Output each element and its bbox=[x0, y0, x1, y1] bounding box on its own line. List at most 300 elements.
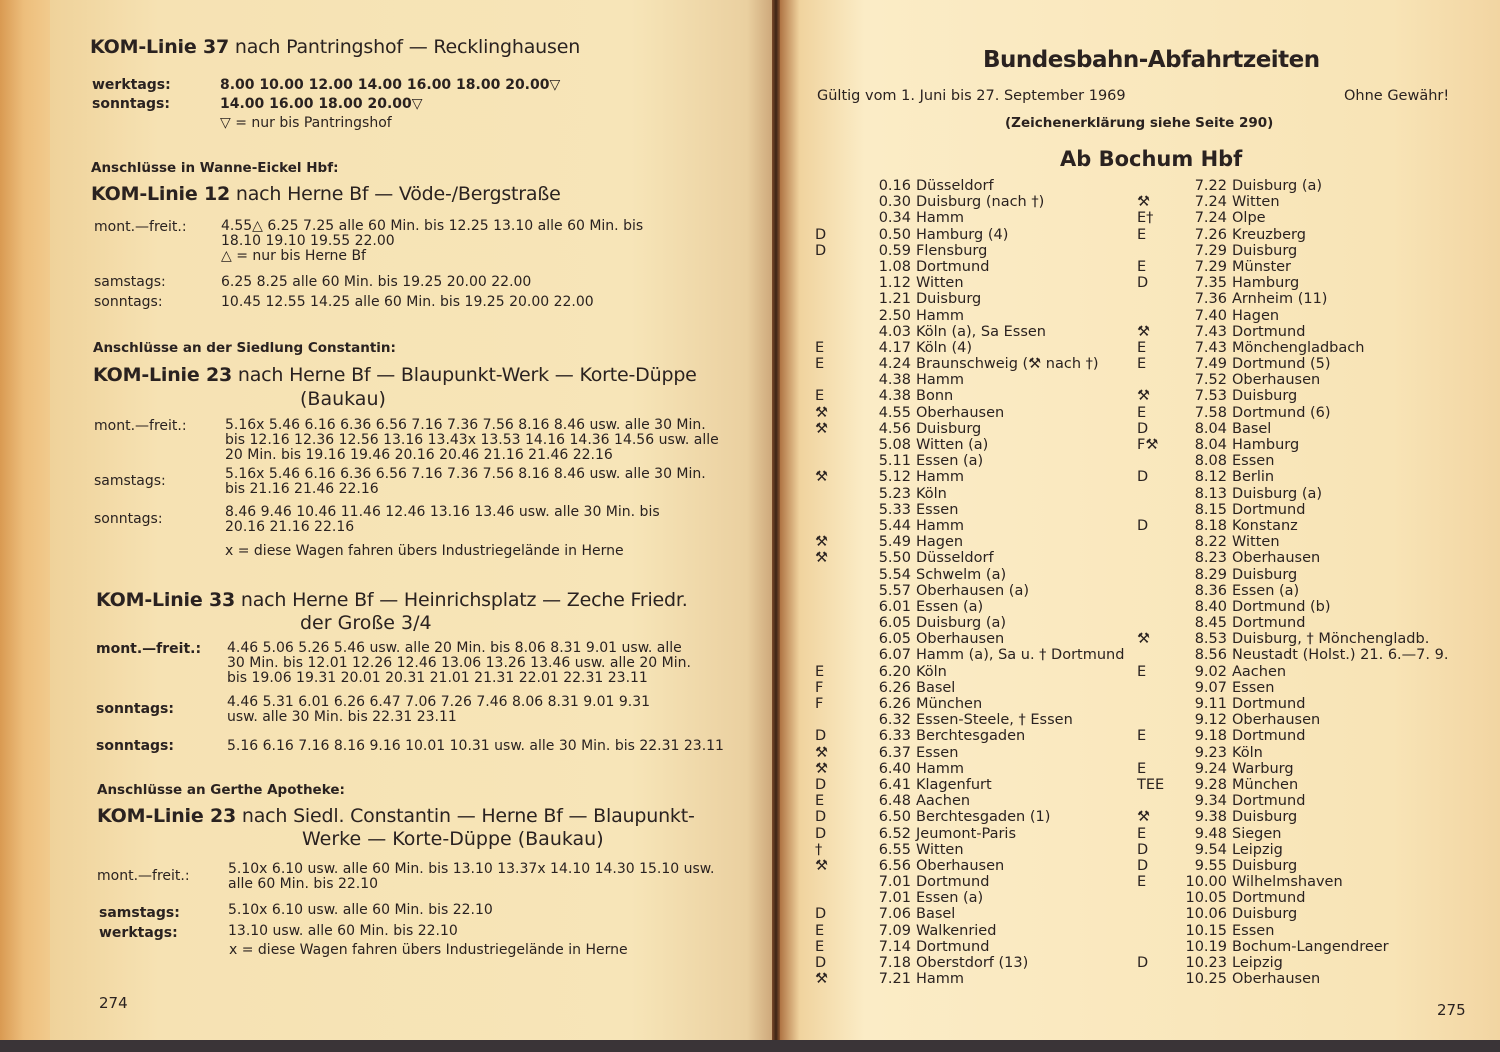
departure-row bbox=[1137, 647, 1477, 663]
departure-row bbox=[815, 534, 1135, 550]
train-type-mark: ⚒ bbox=[815, 550, 828, 567]
train-type-mark: ⚒ bbox=[815, 404, 828, 421]
line-destination-continued: Werke — Korte-Düppe (Baukau) bbox=[302, 828, 604, 850]
departure-row bbox=[1137, 858, 1477, 874]
departure-destination: Aachen bbox=[916, 793, 971, 810]
departure-destination: Hamm (a), Sa u. † Dortmund bbox=[916, 647, 1125, 664]
departure-time: 10.23 bbox=[1185, 955, 1227, 971]
departure-destination: Witten bbox=[1232, 194, 1280, 211]
departure-time: 8.04 bbox=[1194, 420, 1227, 437]
departure-destination: Dortmund bbox=[1232, 728, 1306, 745]
line-label: KOM-Linie 23 bbox=[93, 364, 233, 386]
departure-row bbox=[1137, 178, 1477, 194]
departure-time: 9.38 bbox=[1194, 809, 1227, 826]
day-label: samstags: bbox=[94, 473, 166, 489]
departure-row bbox=[1137, 615, 1477, 631]
departure-time: 4.56 bbox=[878, 420, 911, 437]
legend-reference: (Zeichenerklärung siehe Seite 290) bbox=[1005, 115, 1274, 131]
departure-row bbox=[1137, 534, 1477, 550]
departure-row bbox=[1137, 259, 1477, 275]
departure-destination: Hamm bbox=[916, 372, 965, 389]
departure-destination: Oberhausen bbox=[916, 857, 1005, 874]
departure-destination: Duisburg (nach †) bbox=[916, 194, 1045, 211]
departure-destination: Essen-Steele, † Essen bbox=[916, 712, 1073, 729]
departure-row bbox=[815, 631, 1135, 647]
departure-time: 8.13 bbox=[1194, 485, 1227, 502]
departure-destination: Duisburg bbox=[1232, 566, 1298, 583]
departure-time: 6.41 bbox=[878, 776, 911, 793]
departure-row bbox=[1137, 453, 1477, 469]
departure-row bbox=[815, 243, 1135, 259]
times: 6.25 8.25 alle 60 Min. bis 19.25 20.00 22.00 bbox=[221, 274, 532, 290]
departure-row bbox=[1137, 664, 1477, 680]
times: 8.00 10.00 12.00 14.00 16.00 18.00 20.00▽ bbox=[220, 77, 561, 93]
train-type-mark: D bbox=[815, 825, 827, 842]
departure-destination: Hagen bbox=[916, 534, 964, 551]
departure-time: 8.40 bbox=[1194, 598, 1227, 615]
times: bis 21.16 21.46 22.16 bbox=[225, 481, 379, 497]
departure-time: 8.45 bbox=[1194, 615, 1227, 632]
train-type-mark: D bbox=[1137, 469, 1149, 486]
departure-row bbox=[1137, 583, 1477, 599]
departure-time: 10.06 bbox=[1185, 906, 1227, 923]
departure-destination: Duisburg, † Mönchengladb. bbox=[1232, 631, 1430, 648]
times: bis 19.06 19.31 20.01 20.31 21.01 21.31 22.01 22.31 23.11 bbox=[227, 670, 648, 686]
times: 5.10x 6.10 usw. alle 60 Min. bis 13.10 13.37x 14.10 14.30 15.10 usw. bbox=[228, 861, 715, 877]
departure-row bbox=[1137, 793, 1477, 809]
departure-row bbox=[815, 696, 1135, 712]
departure-destination: Bonn bbox=[916, 388, 954, 405]
departure-destination: Dortmund bbox=[1232, 890, 1306, 907]
departure-destination: Mönchengladbach bbox=[1232, 339, 1365, 356]
train-type-mark: E bbox=[1137, 404, 1147, 421]
departure-destination: Konstanz bbox=[1232, 517, 1298, 534]
departure-row bbox=[1137, 469, 1477, 485]
train-type-mark: D bbox=[1137, 955, 1149, 971]
times: bis 12.16 12.36 12.56 13.16 13.43x 13.53 14.16 14.36 14.56 usw. alle bbox=[225, 432, 719, 448]
times: 5.10x 6.10 usw. alle 60 Min. bis 22.10 bbox=[228, 902, 493, 918]
section-heading: Anschlüsse in Wanne-Eickel Hbf: bbox=[91, 160, 339, 176]
train-type-mark: ⚒ bbox=[815, 760, 828, 777]
departure-destination: Oberstdorf (13) bbox=[916, 955, 1029, 971]
departure-time: 6.05 bbox=[878, 615, 911, 632]
departure-time: 7.09 bbox=[878, 922, 911, 939]
train-type-mark: ⚒ bbox=[1137, 194, 1150, 211]
departure-destination: Dortmund bbox=[1232, 501, 1306, 518]
train-type-mark: ⚒ bbox=[815, 857, 828, 874]
departure-row bbox=[1137, 372, 1477, 388]
departure-destination: Hamburg bbox=[1232, 437, 1300, 453]
departure-time: 4.38 bbox=[878, 388, 911, 405]
departure-row bbox=[1137, 890, 1477, 906]
departure-row bbox=[1137, 275, 1477, 291]
departure-time: 6.52 bbox=[878, 825, 911, 842]
section-heading: Anschlüsse an Gerthe Apotheke: bbox=[97, 782, 345, 798]
departure-row bbox=[1137, 324, 1477, 340]
departure-row bbox=[815, 971, 1135, 987]
departure-time: 9.48 bbox=[1194, 825, 1227, 842]
departure-time: 4.55 bbox=[878, 404, 911, 421]
departure-time: 8.29 bbox=[1194, 566, 1227, 583]
line-destination: nach Herne Bf — Blaupunkt-Werk — Korte-Düppe bbox=[237, 364, 697, 386]
departure-time: 0.30 bbox=[878, 194, 911, 211]
train-type-mark: E bbox=[1137, 226, 1147, 243]
departure-destination: Witten bbox=[1232, 534, 1280, 551]
departure-destination: Oberhausen bbox=[916, 631, 1005, 648]
departure-row bbox=[815, 308, 1135, 324]
departure-destination: Duisburg bbox=[1232, 388, 1298, 405]
departure-destination: Witten (a) bbox=[916, 437, 989, 453]
departure-time: 5.49 bbox=[878, 534, 911, 551]
departure-row bbox=[815, 227, 1135, 243]
departure-time: 6.56 bbox=[878, 857, 911, 874]
departure-time: 9.34 bbox=[1194, 793, 1227, 810]
departure-time: 10.15 bbox=[1185, 922, 1227, 939]
departure-row bbox=[1137, 696, 1477, 712]
departure-destination: Aachen bbox=[1232, 663, 1287, 680]
departure-destination: Köln bbox=[916, 485, 947, 502]
departure-destination: Witten bbox=[916, 841, 964, 858]
day-label: mont.—freit.: bbox=[94, 418, 187, 434]
departure-time: 9.18 bbox=[1194, 728, 1227, 745]
departure-time: 9.24 bbox=[1194, 760, 1227, 777]
departure-destination: Oberhausen bbox=[1232, 372, 1321, 389]
departure-time: 9.28 bbox=[1194, 776, 1227, 793]
times: 20.16 21.16 22.16 bbox=[225, 519, 355, 535]
departure-destination: Neustadt (Holst.) 21. 6.—7. 9. bbox=[1232, 647, 1449, 664]
train-type-mark: D bbox=[1137, 857, 1149, 874]
train-type-mark: D bbox=[815, 728, 827, 745]
train-type-mark: ⚒ bbox=[1137, 631, 1150, 648]
times: 10.45 12.55 14.25 alle 60 Min. bis 19.25 20.00 22.00 bbox=[221, 294, 594, 310]
departure-time: 6.01 bbox=[878, 598, 911, 615]
departure-row bbox=[815, 680, 1135, 696]
departure-time: 6.20 bbox=[878, 663, 911, 680]
departure-destination: Duisburg bbox=[1232, 857, 1298, 874]
departure-time: 7.06 bbox=[878, 906, 911, 923]
train-type-mark: E bbox=[815, 388, 825, 405]
departure-row bbox=[1137, 777, 1477, 793]
departure-row bbox=[815, 550, 1135, 566]
departure-destination: Dortmund bbox=[916, 874, 990, 891]
departure-destination: Essen bbox=[1232, 922, 1275, 939]
train-type-mark: E bbox=[1137, 356, 1147, 373]
train-type-mark: D bbox=[1137, 420, 1149, 437]
departure-row bbox=[1137, 550, 1477, 566]
departure-destination: Leipzig bbox=[1232, 955, 1283, 971]
departure-time: 4.24 bbox=[878, 356, 911, 373]
train-type-mark: E bbox=[815, 663, 825, 680]
departure-time: 7.24 bbox=[1194, 194, 1227, 211]
departure-row bbox=[815, 356, 1135, 372]
train-type-mark: E bbox=[1137, 760, 1147, 777]
departure-row bbox=[815, 372, 1135, 388]
departure-list-left bbox=[815, 178, 1135, 987]
line-destination: nach Herne Bf — Vöde-/Bergstraße bbox=[235, 183, 561, 205]
day-label: werktags: bbox=[99, 925, 178, 941]
departure-time: 5.08 bbox=[878, 437, 911, 453]
departure-destination: Schwelm (a) bbox=[916, 566, 1007, 583]
departure-destination: Dortmund (b) bbox=[1232, 598, 1331, 615]
departure-destination: Berlin bbox=[1232, 469, 1275, 486]
departure-time: 6.32 bbox=[878, 712, 911, 729]
departure-destination: Essen bbox=[916, 501, 959, 518]
departure-row bbox=[1137, 405, 1477, 421]
departure-row bbox=[815, 259, 1135, 275]
departure-destination: Dortmund bbox=[1232, 696, 1306, 712]
times: 4.55△ 6.25 7.25 alle 60 Min. bis 12.25 13.10 alle 60 Min. bis bbox=[221, 218, 644, 234]
departure-time: 7.29 bbox=[1194, 242, 1227, 259]
line-destination: nach Siedl. Constantin — Herne Bf — Blaupunkt- bbox=[241, 805, 695, 827]
departure-time: 6.48 bbox=[878, 793, 911, 810]
train-type-mark: D bbox=[1137, 517, 1149, 534]
page-number: 274 bbox=[99, 994, 128, 1012]
departure-row bbox=[1137, 502, 1477, 518]
departure-time: 9.11 bbox=[1194, 696, 1227, 712]
departure-row bbox=[815, 210, 1135, 226]
departure-time: 7.43 bbox=[1194, 339, 1227, 356]
departure-row bbox=[815, 453, 1135, 469]
departure-time: 0.16 bbox=[878, 178, 911, 194]
departure-time: 8.12 bbox=[1194, 469, 1227, 486]
departure-time: 1.12 bbox=[878, 275, 911, 292]
departure-destination: Jeumont-Paris bbox=[916, 825, 1017, 842]
departure-row bbox=[815, 388, 1135, 404]
book-gutter bbox=[772, 0, 780, 1046]
section-heading: Anschlüsse an der Siedlung Constantin: bbox=[93, 340, 396, 356]
day-label: werktags: bbox=[92, 77, 171, 93]
departure-time: 7.22 bbox=[1194, 178, 1227, 194]
departure-destination: Walkenried bbox=[916, 922, 997, 939]
line-destination-continued: (Baukau) bbox=[300, 388, 386, 410]
departure-time: 4.38 bbox=[878, 372, 911, 389]
day-label: samstags: bbox=[99, 905, 180, 921]
departure-destination: Köln (4) bbox=[916, 339, 973, 356]
departure-time: 7.36 bbox=[1194, 291, 1227, 308]
departure-row bbox=[1137, 599, 1477, 615]
departure-destination: Hamburg (4) bbox=[916, 226, 1009, 243]
departure-row bbox=[815, 194, 1135, 210]
times: 5.16x 5.46 6.16 6.36 6.56 7.16 7.36 7.56 8.16 8.46 usw. alle 30 Min. bbox=[225, 417, 706, 433]
departure-row bbox=[815, 745, 1135, 761]
departure-row bbox=[1137, 340, 1477, 356]
bus-line-title bbox=[97, 805, 695, 827]
departure-time: 7.52 bbox=[1194, 372, 1227, 389]
times: alle 60 Min. bis 22.10 bbox=[228, 876, 379, 892]
day-label: samstags: bbox=[94, 274, 166, 290]
departure-time: 5.12 bbox=[878, 469, 911, 486]
train-type-mark: E bbox=[815, 356, 825, 373]
departure-row bbox=[815, 793, 1135, 809]
train-type-mark: F bbox=[815, 679, 824, 696]
departure-row bbox=[815, 421, 1135, 437]
departure-row bbox=[815, 486, 1135, 502]
times: 18.10 19.10 19.55 22.00 bbox=[221, 233, 395, 249]
departure-time: 8.15 bbox=[1194, 501, 1227, 518]
departure-row bbox=[815, 599, 1135, 615]
departure-row bbox=[1137, 567, 1477, 583]
departure-destination: Köln bbox=[916, 663, 947, 680]
departure-destination: Duisburg bbox=[1232, 906, 1298, 923]
departure-time: 0.50 bbox=[878, 226, 911, 243]
departure-destination: Dortmund bbox=[1232, 793, 1306, 810]
departure-row bbox=[815, 664, 1135, 680]
departure-row bbox=[1137, 388, 1477, 404]
train-type-mark: D bbox=[1137, 275, 1149, 292]
train-type-mark: D bbox=[815, 226, 827, 243]
page-title: Bundesbahn-Abfahrtzeiten bbox=[983, 47, 1320, 73]
train-type-mark: ⚒ bbox=[815, 971, 828, 988]
departure-time: 5.54 bbox=[878, 566, 911, 583]
departure-destination: Duisburg bbox=[916, 291, 982, 308]
departure-time: 7.18 bbox=[878, 955, 911, 971]
departure-time: 5.33 bbox=[878, 501, 911, 518]
departure-row bbox=[815, 809, 1135, 825]
departure-row bbox=[1137, 955, 1477, 971]
departure-row bbox=[815, 583, 1135, 599]
departure-time: 8.53 bbox=[1194, 631, 1227, 648]
departure-destination: Berchtesgaden bbox=[916, 728, 1026, 745]
departure-time: 9.07 bbox=[1194, 679, 1227, 696]
train-type-mark: E† bbox=[1137, 210, 1154, 227]
departure-destination: Dortmund bbox=[1232, 615, 1306, 632]
times: 14.00 16.00 18.00 20.00▽ bbox=[220, 96, 423, 112]
departure-row bbox=[1137, 486, 1477, 502]
train-type-mark: E bbox=[1137, 874, 1147, 891]
departure-row bbox=[815, 842, 1135, 858]
departure-row bbox=[1137, 291, 1477, 307]
departure-destination: Hamm bbox=[916, 971, 965, 988]
departure-time: 0.59 bbox=[878, 242, 911, 259]
departure-destination: Siegen bbox=[1232, 825, 1282, 842]
departure-row bbox=[815, 761, 1135, 777]
departure-destination: Düsseldorf bbox=[916, 178, 994, 194]
departure-row bbox=[1137, 356, 1477, 372]
train-type-mark: E bbox=[815, 339, 825, 356]
departure-row bbox=[815, 939, 1135, 955]
departure-time: 8.18 bbox=[1194, 517, 1227, 534]
departure-time: 7.21 bbox=[878, 971, 911, 988]
departure-row bbox=[815, 291, 1135, 307]
departure-time: 5.50 bbox=[878, 550, 911, 567]
departure-time: 5.23 bbox=[878, 485, 911, 502]
departure-time: 7.35 bbox=[1194, 275, 1227, 292]
departure-row bbox=[1137, 826, 1477, 842]
departure-destination: Basel bbox=[916, 679, 956, 696]
departure-time: 9.23 bbox=[1194, 744, 1227, 761]
departure-time: 7.01 bbox=[878, 874, 911, 891]
departure-row bbox=[1137, 728, 1477, 744]
departure-destination: Wilhelmshaven bbox=[1232, 874, 1343, 891]
times: 4.46 5.31 6.01 6.26 6.47 7.06 7.26 7.46 8.06 8.31 9.01 9.31 bbox=[227, 694, 651, 710]
train-type-mark: E bbox=[1137, 258, 1147, 275]
departure-destination: Arnheim (11) bbox=[1232, 291, 1328, 308]
departure-row bbox=[815, 502, 1135, 518]
day-label: mont.—freit.: bbox=[96, 641, 202, 657]
departure-time: 7.53 bbox=[1194, 388, 1227, 405]
footnote: ▽ = nur bis Pantringshof bbox=[220, 115, 392, 131]
train-type-mark: ⚒ bbox=[1137, 388, 1150, 405]
departure-row bbox=[815, 178, 1135, 194]
departure-row bbox=[815, 615, 1135, 631]
departure-row bbox=[1137, 809, 1477, 825]
departure-destination: Hamm bbox=[916, 760, 965, 777]
line-label: KOM-Linie 33 bbox=[96, 589, 236, 611]
departure-destination: Warburg bbox=[1232, 760, 1294, 777]
departure-destination: Bochum-Langendreer bbox=[1232, 938, 1389, 955]
departure-row bbox=[1137, 923, 1477, 939]
departure-row bbox=[815, 906, 1135, 922]
departure-time: 6.26 bbox=[878, 696, 911, 712]
departure-destination: Köln bbox=[1232, 744, 1263, 761]
train-type-mark: F⚒ bbox=[1137, 437, 1159, 453]
departure-row bbox=[815, 437, 1135, 453]
departure-time: 8.08 bbox=[1194, 453, 1227, 470]
train-type-mark: ⚒ bbox=[815, 534, 828, 551]
line-label: KOM-Linie 37 bbox=[90, 36, 230, 58]
departure-destination: Basel bbox=[916, 906, 956, 923]
train-type-mark: E bbox=[1137, 728, 1147, 745]
train-type-mark: D bbox=[815, 776, 827, 793]
departure-row bbox=[1137, 194, 1477, 210]
departure-destination: Klagenfurt bbox=[916, 776, 992, 793]
departure-time: 10.00 bbox=[1185, 874, 1227, 891]
departure-destination: Duisburg bbox=[1232, 242, 1298, 259]
day-label: mont.—freit.: bbox=[94, 219, 187, 235]
train-type-mark: E bbox=[815, 793, 825, 810]
departure-destination: Hagen bbox=[1232, 307, 1280, 324]
departure-time: 6.40 bbox=[878, 760, 911, 777]
departure-row bbox=[1137, 761, 1477, 777]
departure-time: 6.26 bbox=[878, 679, 911, 696]
departure-destination: Oberhausen bbox=[1232, 971, 1321, 988]
departure-row bbox=[815, 858, 1135, 874]
departure-row bbox=[815, 469, 1135, 485]
departure-destination: Duisburg (a) bbox=[1232, 178, 1323, 194]
departure-destination: Hamburg bbox=[1232, 275, 1300, 292]
train-type-mark: ⚒ bbox=[1137, 809, 1150, 826]
departure-time: 5.57 bbox=[878, 582, 911, 599]
departure-destination: München bbox=[1232, 776, 1299, 793]
disclaimer: Ohne Gewähr! bbox=[1344, 88, 1450, 104]
departure-row bbox=[815, 874, 1135, 890]
departure-destination: Flensburg bbox=[916, 242, 988, 259]
departure-row bbox=[1137, 227, 1477, 243]
departure-destination: Braunschweig (⚒ nach †) bbox=[916, 356, 1099, 373]
times: 4.46 5.06 5.26 5.46 usw. alle 20 Min. bis 8.06 8.31 9.01 usw. alle bbox=[227, 640, 682, 656]
train-type-mark: E bbox=[1137, 663, 1147, 680]
departure-time: 5.11 bbox=[878, 453, 911, 470]
day-label: sonntags: bbox=[96, 738, 174, 754]
line-destination: nach Herne Bf — Heinrichsplatz — Zeche Friedr. bbox=[240, 589, 688, 611]
departure-time: 10.25 bbox=[1185, 971, 1227, 988]
departure-row bbox=[815, 518, 1135, 534]
line-destination: nach Pantringshof — Recklinghausen bbox=[234, 36, 581, 58]
departure-destination: Hamm bbox=[916, 469, 965, 486]
departure-time: 8.36 bbox=[1194, 582, 1227, 599]
departure-time: 4.03 bbox=[878, 323, 911, 340]
times: 20 Min. bis 19.16 19.46 20.16 20.46 21.16 21.46 22.16 bbox=[225, 447, 613, 463]
departure-destination: Essen bbox=[916, 744, 959, 761]
departure-row bbox=[1137, 518, 1477, 534]
day-label: mont.—freit.: bbox=[97, 868, 190, 884]
departure-destination: Hamm bbox=[916, 307, 965, 324]
departure-time: 6.05 bbox=[878, 631, 911, 648]
departure-destination: Essen (a) bbox=[916, 598, 984, 615]
departure-time: 9.55 bbox=[1194, 857, 1227, 874]
departure-destination: Basel bbox=[1232, 420, 1272, 437]
times: usw. alle 30 Min. bis 22.31 23.11 bbox=[227, 709, 457, 725]
